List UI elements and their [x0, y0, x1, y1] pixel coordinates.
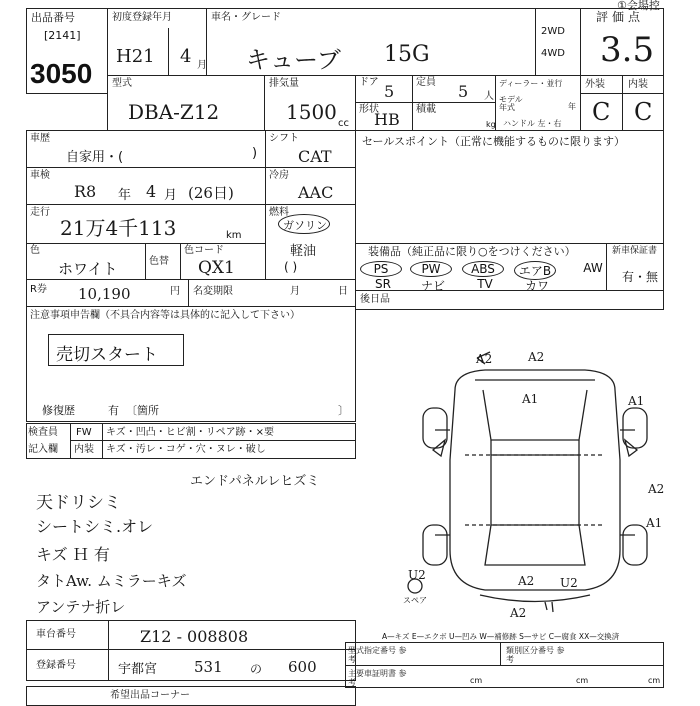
history-label: 車歴: [30, 133, 50, 144]
chassis-label: 車台番号: [36, 629, 76, 640]
last-label: 希望出品コーナー: [110, 690, 190, 701]
shape-label: 形状: [359, 104, 379, 115]
int-label: 内装: [628, 79, 648, 90]
ext-grade: C: [592, 98, 611, 126]
drive-2wd: 2WD: [541, 26, 565, 37]
equipment-item: AW: [583, 261, 603, 275]
equipment-item: SR: [375, 277, 391, 291]
name-change-month: 月: [290, 286, 300, 297]
history-value: 自家用・(: [66, 150, 124, 165]
color-code: QX1: [198, 258, 235, 278]
fuel-gasoline: ガソリン: [283, 219, 327, 232]
copy-label: ①会場控: [617, 0, 660, 12]
chassis: Z12 - 008808: [140, 627, 249, 646]
model-year-label: モデル 年式: [499, 95, 523, 112]
warranty-value: 有・無: [622, 270, 659, 284]
fw-label: FW: [76, 427, 92, 438]
damage-mark: U2: [560, 576, 578, 590]
fuel-paren: ( ): [284, 260, 298, 274]
inspection-label: 車検: [30, 170, 50, 181]
capacity-unit: 人: [484, 91, 494, 102]
equipment-item: カワ: [524, 279, 549, 293]
damage-mark: A2: [648, 482, 665, 496]
ref1-label: 型式指定番号 参考: [348, 646, 407, 664]
remark-line-5: アンテナ折レ: [36, 598, 126, 616]
color-label: 色: [30, 245, 40, 256]
first-reg-month-unit: 月: [197, 60, 207, 71]
later-label: 後日品: [360, 294, 390, 305]
dealer-label: ディーラー・並行: [499, 79, 563, 88]
plate-city: 宇都宮: [118, 662, 158, 677]
inspector-label-2: 記入欄: [28, 444, 58, 455]
shift: CAT: [298, 147, 332, 166]
color-value: ホワイト: [58, 260, 118, 278]
eval-label: 評価点: [596, 10, 645, 24]
remark-line-3: キズ Ｈ 有: [36, 545, 110, 564]
drive-4wd: 4WD: [541, 48, 565, 59]
lot-number: 3050: [30, 58, 93, 89]
inspector-label-1: 検査員: [28, 427, 58, 438]
remark-line-4: タトAw. ムミラーキズ: [36, 572, 187, 590]
damage-mark: A1: [628, 394, 645, 408]
recycle-label: R券: [30, 284, 47, 295]
equipment-item: TV: [477, 277, 493, 291]
cm-1: cm: [470, 676, 483, 685]
equipment-item: PS: [360, 261, 402, 277]
mileage: 21万4千113: [60, 216, 177, 240]
inspection-year: R8: [74, 182, 97, 201]
inspection-month: 4: [146, 182, 157, 201]
shift-label: シフト: [269, 133, 299, 144]
drive-box: [535, 8, 581, 76]
cc-unit: cc: [338, 118, 349, 129]
damage-mark: A2: [528, 350, 545, 364]
equipment-item: ABS: [462, 261, 504, 277]
plate-kana: の: [250, 662, 263, 676]
first-reg-year: H21: [116, 46, 155, 67]
color-change-label: 色替: [149, 256, 169, 267]
inspection-year-unit: 年: [118, 188, 132, 203]
model-label: 型式: [112, 78, 132, 89]
kg-unit: kg: [486, 120, 496, 129]
load-label: 積載: [416, 104, 436, 115]
doors-label: ドア: [359, 77, 379, 88]
sales-point-label: セールスポイント（正常に機能するものに限ります）: [362, 135, 626, 148]
ac: AAC: [298, 183, 334, 202]
cm-3: cm: [648, 676, 661, 685]
capacity-label: 定員: [416, 77, 436, 88]
plate-label: 登録番号: [36, 660, 76, 671]
history-close: ): [252, 146, 258, 161]
equipment-item: PW: [410, 261, 452, 277]
shape: HB: [374, 110, 400, 129]
doors: 5: [384, 82, 395, 101]
damage-mark: A1: [522, 392, 539, 406]
last-box: [26, 686, 356, 706]
name-label: 車名・グレード: [211, 12, 281, 23]
mileage-label: 走行: [30, 207, 50, 218]
plate-class: 531: [194, 658, 223, 676]
capacity: 5: [458, 82, 469, 101]
ref3-label: 主要車証明書 参考: [348, 669, 407, 687]
fuel-diesel: 軽油: [290, 244, 317, 259]
name-change-label: 名変期限: [193, 286, 233, 297]
color-code-label: 色コード: [184, 245, 224, 256]
lot-sub: [2141]: [44, 29, 81, 42]
recycle-value: 10,190: [78, 285, 131, 303]
plate-number: 600: [288, 658, 317, 676]
fuel-label: 燃料: [269, 207, 289, 218]
grade: 15G: [384, 42, 430, 67]
remark-line-1: 天ドリシミ: [36, 493, 121, 513]
inspection-month-unit: 月: [164, 188, 178, 203]
recycle-unit: 円: [170, 286, 180, 297]
handle-label: ハンドル 左・右: [503, 119, 562, 128]
ac-label: 冷房: [269, 170, 289, 181]
damage-mark: U2: [408, 568, 426, 582]
model: DBA-Z12: [128, 100, 220, 124]
recycle-box: [26, 279, 356, 307]
notes-label: 注意事項申告欄（不具合内容等は具体的に記入して下さい）: [30, 310, 300, 321]
repair-value: 有: [108, 404, 119, 417]
lot-label: 出品番号: [31, 11, 75, 24]
interior-label: 内装: [74, 444, 94, 455]
mileage-unit: km: [226, 230, 242, 241]
int-grade: C: [634, 98, 653, 126]
car-diagram: [395, 350, 685, 620]
fw-items: キズ・凹凸・ヒビ割・リペア跡・×要: [106, 427, 274, 438]
repair-label: 修復歴: [42, 404, 75, 417]
year-unit: 年: [568, 102, 576, 111]
damage-mark: A2: [518, 574, 535, 588]
damage-mark: A2: [476, 352, 493, 366]
interior-items: キズ・汚レ・コゲ・穴・ヌレ・破し: [106, 444, 266, 455]
later-box: [355, 290, 664, 310]
history-box: [26, 130, 266, 168]
first-reg-month: 4: [180, 46, 192, 67]
car-name: キューブ: [246, 46, 341, 74]
spare-label: スペア: [403, 596, 427, 605]
remark-line-2: シートシミ.オレ: [36, 517, 154, 536]
remark-line-0: エンドパネルレヒズミ: [190, 474, 320, 489]
name-change-day: 日: [338, 286, 348, 297]
damage-mark: A2: [510, 606, 527, 620]
equipment-item: エアB: [514, 261, 556, 280]
cm-2: cm: [576, 676, 589, 685]
equipment-label: 装備品（純正品に限り○をつけください）: [368, 245, 576, 258]
diagram-legend: A—キズ E—エクボ U—凹み W—補修跡 S—サビ C—腐食 XX—交換済: [382, 632, 620, 641]
equipment-item: ナビ: [420, 279, 445, 293]
first-reg-label: 初度登録年月: [112, 12, 172, 23]
inspection-day: (26日): [188, 184, 234, 202]
ext-label: 外装: [585, 79, 605, 90]
ref2-label: 類別区分番号 参考: [506, 646, 565, 664]
warranty-label: 新車保証書: [612, 246, 658, 256]
repair-part: 〔箇所: [126, 404, 159, 417]
repair-close: 〕: [338, 404, 349, 417]
displacement: 1500: [286, 100, 337, 124]
score: 3.5: [600, 30, 655, 70]
damage-mark: A1: [646, 516, 663, 530]
stamp: 売切スタート: [56, 345, 158, 365]
displacement-label: 排気量: [269, 78, 299, 89]
